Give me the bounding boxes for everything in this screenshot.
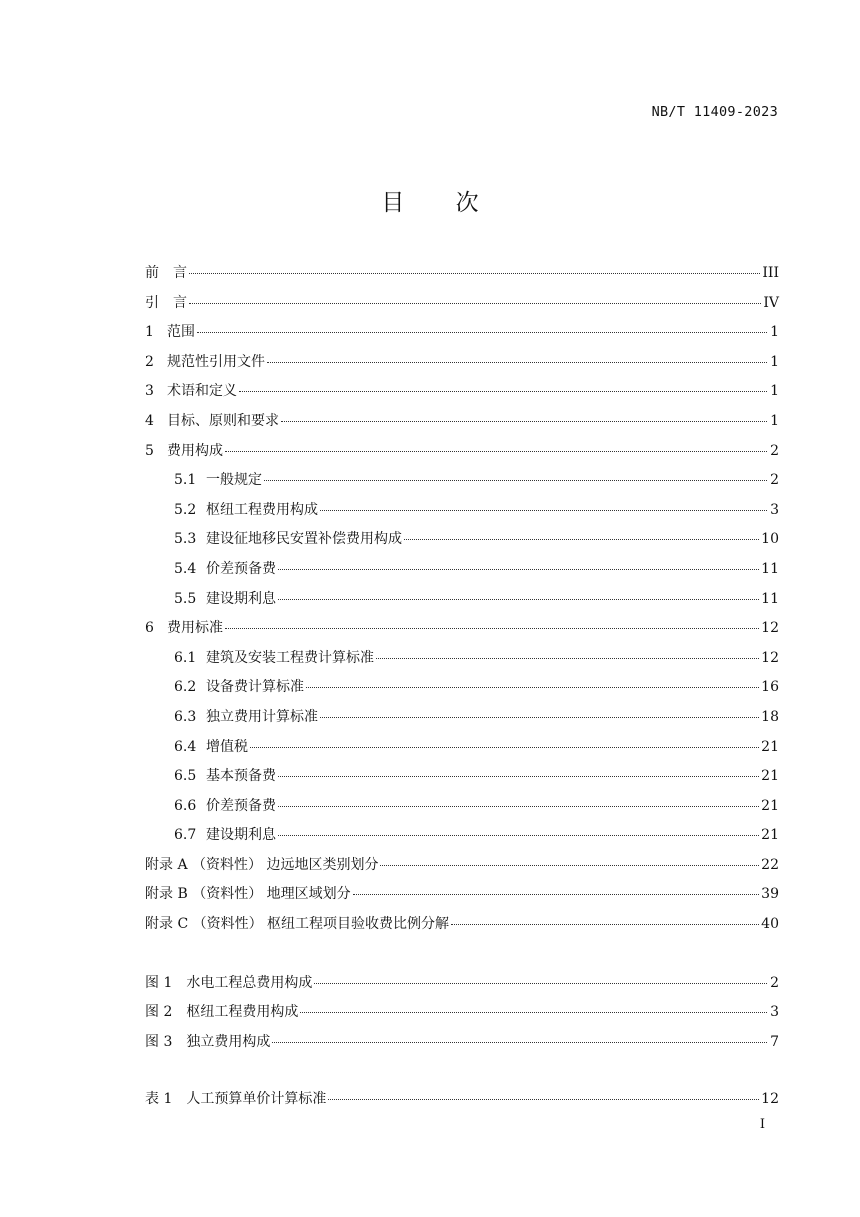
toc-entry-page: IV: [763, 294, 779, 311]
toc-entry-page: 3: [770, 501, 779, 518]
toc-entry[interactable]: [145, 795, 779, 825]
dot-leader: [250, 747, 759, 748]
toc-entry-number: 5.1: [174, 472, 197, 489]
toc-entry[interactable]: [145, 736, 779, 766]
dot-leader: [225, 451, 767, 452]
toc-entry-number: 6.4: [174, 738, 197, 755]
toc-entry[interactable]: [145, 410, 779, 440]
toc-entry-page: 1: [770, 412, 779, 429]
dot-leader: [376, 658, 759, 659]
toc-entry-page: 16: [761, 679, 779, 696]
toc-entry-page: 12: [761, 1091, 779, 1108]
toc-entry-page: 11: [761, 590, 779, 607]
toc-entry-number: 3: [145, 383, 154, 400]
toc-entry-page: 11: [761, 560, 779, 577]
toc-entry-page: III: [762, 265, 779, 281]
toc-entry-number: 6.6: [174, 797, 197, 814]
dot-leader: [267, 362, 767, 363]
dot-leader: [272, 1042, 767, 1043]
toc-entry[interactable]: [145, 588, 779, 618]
toc-entry-page: 10: [761, 531, 779, 548]
dot-leader: [264, 480, 767, 481]
toc-entry-label: 附录 A （资料性） 边远地区类别划分: [145, 856, 379, 873]
toc-entry[interactable]: [145, 351, 779, 381]
toc-entry[interactable]: [145, 824, 779, 854]
dot-leader: [281, 421, 767, 422]
toc-entry-page: 3: [770, 1004, 779, 1021]
toc-entry-page: 40: [761, 916, 779, 933]
dot-leader: [380, 865, 759, 866]
dot-leader: [239, 391, 767, 392]
toc-entry-number: 5.5: [174, 590, 197, 607]
dot-leader: [278, 599, 759, 600]
section-gap: [145, 943, 779, 972]
toc-entry-page: 18: [761, 708, 779, 725]
dot-leader: [306, 687, 759, 688]
toc-entry-number: 4: [145, 412, 154, 429]
dot-leader: [300, 1012, 767, 1013]
toc-entry-page: 1: [770, 383, 779, 400]
toc-entry-page: 22: [761, 856, 779, 873]
toc-entry[interactable]: [145, 676, 779, 706]
toc-entry-label: 枢纽工程费用构成: [206, 501, 318, 518]
toc-entry[interactable]: [145, 469, 779, 499]
dot-leader: [320, 510, 767, 511]
toc-entry-page: 7: [770, 1033, 779, 1050]
toc-entry[interactable]: [145, 1001, 779, 1031]
toc-entry-number: 5.2: [174, 501, 197, 518]
toc-entry-page: 1: [770, 324, 779, 341]
toc-entry[interactable]: [145, 647, 779, 677]
toc-entry-label: 建设期利息: [206, 590, 276, 607]
toc-entry[interactable]: [145, 854, 779, 884]
toc-entry-number: 6.3: [174, 708, 197, 725]
dot-leader: [314, 983, 767, 984]
toc-entry-number: 2: [145, 353, 154, 370]
toc-entry-label: 设备费计算标准: [206, 679, 304, 696]
toc-entry[interactable]: [145, 1031, 779, 1061]
toc-entry-label: 目标、原则和要求: [167, 412, 279, 429]
toc-entry-label: 附录 C （资料性） 枢纽工程项目验收费比例分解: [145, 916, 450, 933]
section-gap: [145, 1060, 779, 1088]
toc-entry[interactable]: [145, 528, 779, 558]
toc-entry-label: 附录 B （资料性） 地理区域划分: [145, 886, 351, 903]
toc-entry-page: 21: [761, 797, 779, 814]
toc-entry-number: 6.2: [174, 679, 197, 696]
toc-entry-label: 术语和定义: [167, 383, 237, 400]
toc-entry-number: 1: [145, 324, 154, 341]
toc-entry-number: 6.1: [174, 649, 197, 666]
toc-entry-page: 21: [761, 768, 779, 785]
toc-entry-label: 图 1 水电工程总费用构成: [145, 974, 313, 991]
dot-leader: [278, 835, 759, 836]
toc-entry[interactable]: [145, 617, 779, 647]
toc-entry-label: 费用标准: [167, 620, 223, 637]
page-title: 目 次: [381, 190, 501, 216]
toc-entry-label: 一般规定: [206, 472, 262, 489]
toc-entry-page: 2: [770, 974, 779, 991]
toc-entry-page: 2: [770, 442, 779, 459]
toc-entry-page: 21: [761, 827, 779, 844]
dot-leader: [278, 806, 759, 807]
toc-entry-page: 12: [761, 620, 779, 637]
toc-entry-label: 建设期利息: [206, 827, 276, 844]
toc-entry-label: 图 2 枢纽工程费用构成: [145, 1004, 299, 1021]
dot-leader: [353, 894, 760, 895]
toc-entry[interactable]: [145, 262, 779, 292]
toc-entry[interactable]: [145, 972, 779, 1002]
toc-entry-label: 规范性引用文件: [167, 353, 265, 370]
toc-entry-label: 费用构成: [167, 442, 223, 459]
dot-leader: [278, 776, 759, 777]
toc-entry[interactable]: [145, 292, 779, 322]
toc-entry-number: 6.5: [174, 768, 197, 785]
dot-leader: [404, 539, 759, 540]
toc-entry-number: 6: [145, 620, 154, 637]
toc-entry[interactable]: [145, 499, 779, 529]
dot-leader: [197, 332, 767, 333]
toc-entry-label: 引 言: [145, 294, 187, 311]
dot-leader: [278, 569, 759, 570]
dot-leader: [189, 303, 761, 304]
toc-entry-label: 图 3 独立费用构成: [145, 1033, 271, 1050]
toc-entry[interactable]: [145, 765, 779, 795]
toc-entry[interactable]: [145, 321, 779, 351]
toc-entry-number: 5: [145, 442, 154, 459]
toc-entry-label: 增值税: [206, 738, 248, 755]
toc-entry-label: 建筑及安装工程费计算标准: [206, 649, 374, 666]
dot-leader: [225, 628, 759, 629]
toc-entry-label: 独立费用计算标准: [206, 708, 318, 725]
toc-entry[interactable]: [145, 883, 779, 913]
toc-entry-number: 6.7: [174, 827, 197, 844]
toc-entry-number: 5.4: [174, 560, 197, 577]
toc-entry-number: 5.3: [174, 531, 197, 548]
toc-entry-label: 价差预备费: [206, 797, 276, 814]
toc-entry-page: 39: [761, 886, 779, 903]
toc-entry-label: 建设征地移民安置补偿费用构成: [206, 531, 402, 548]
toc-entry-label: 基本预备费: [206, 768, 276, 785]
page-number: I: [759, 1117, 765, 1132]
toc-entry[interactable]: [145, 440, 779, 470]
toc-entry-page: 1: [770, 353, 779, 370]
toc-entry-label: 范围: [167, 324, 195, 341]
dot-leader: [328, 1099, 759, 1100]
table-of-contents: [145, 262, 779, 1118]
dot-leader: [189, 273, 760, 274]
toc-entry[interactable]: [145, 1088, 779, 1118]
toc-entry[interactable]: [145, 558, 779, 588]
toc-entry[interactable]: [145, 380, 779, 410]
toc-entry[interactable]: [145, 706, 779, 736]
toc-entry-label: 前 言: [145, 265, 187, 281]
toc-entry[interactable]: [145, 913, 779, 943]
toc-entry-page: 2: [770, 472, 779, 489]
toc-entry-page: 21: [761, 738, 779, 755]
dot-leader: [451, 924, 759, 925]
toc-entry-label: 表 1 人工预算单价计算标准: [145, 1091, 327, 1108]
toc-entry-page: 12: [761, 649, 779, 666]
toc-entry-label: 价差预备费: [206, 560, 276, 577]
standard-code: NB/T 11409-2023: [651, 104, 778, 120]
dot-leader: [320, 717, 759, 718]
